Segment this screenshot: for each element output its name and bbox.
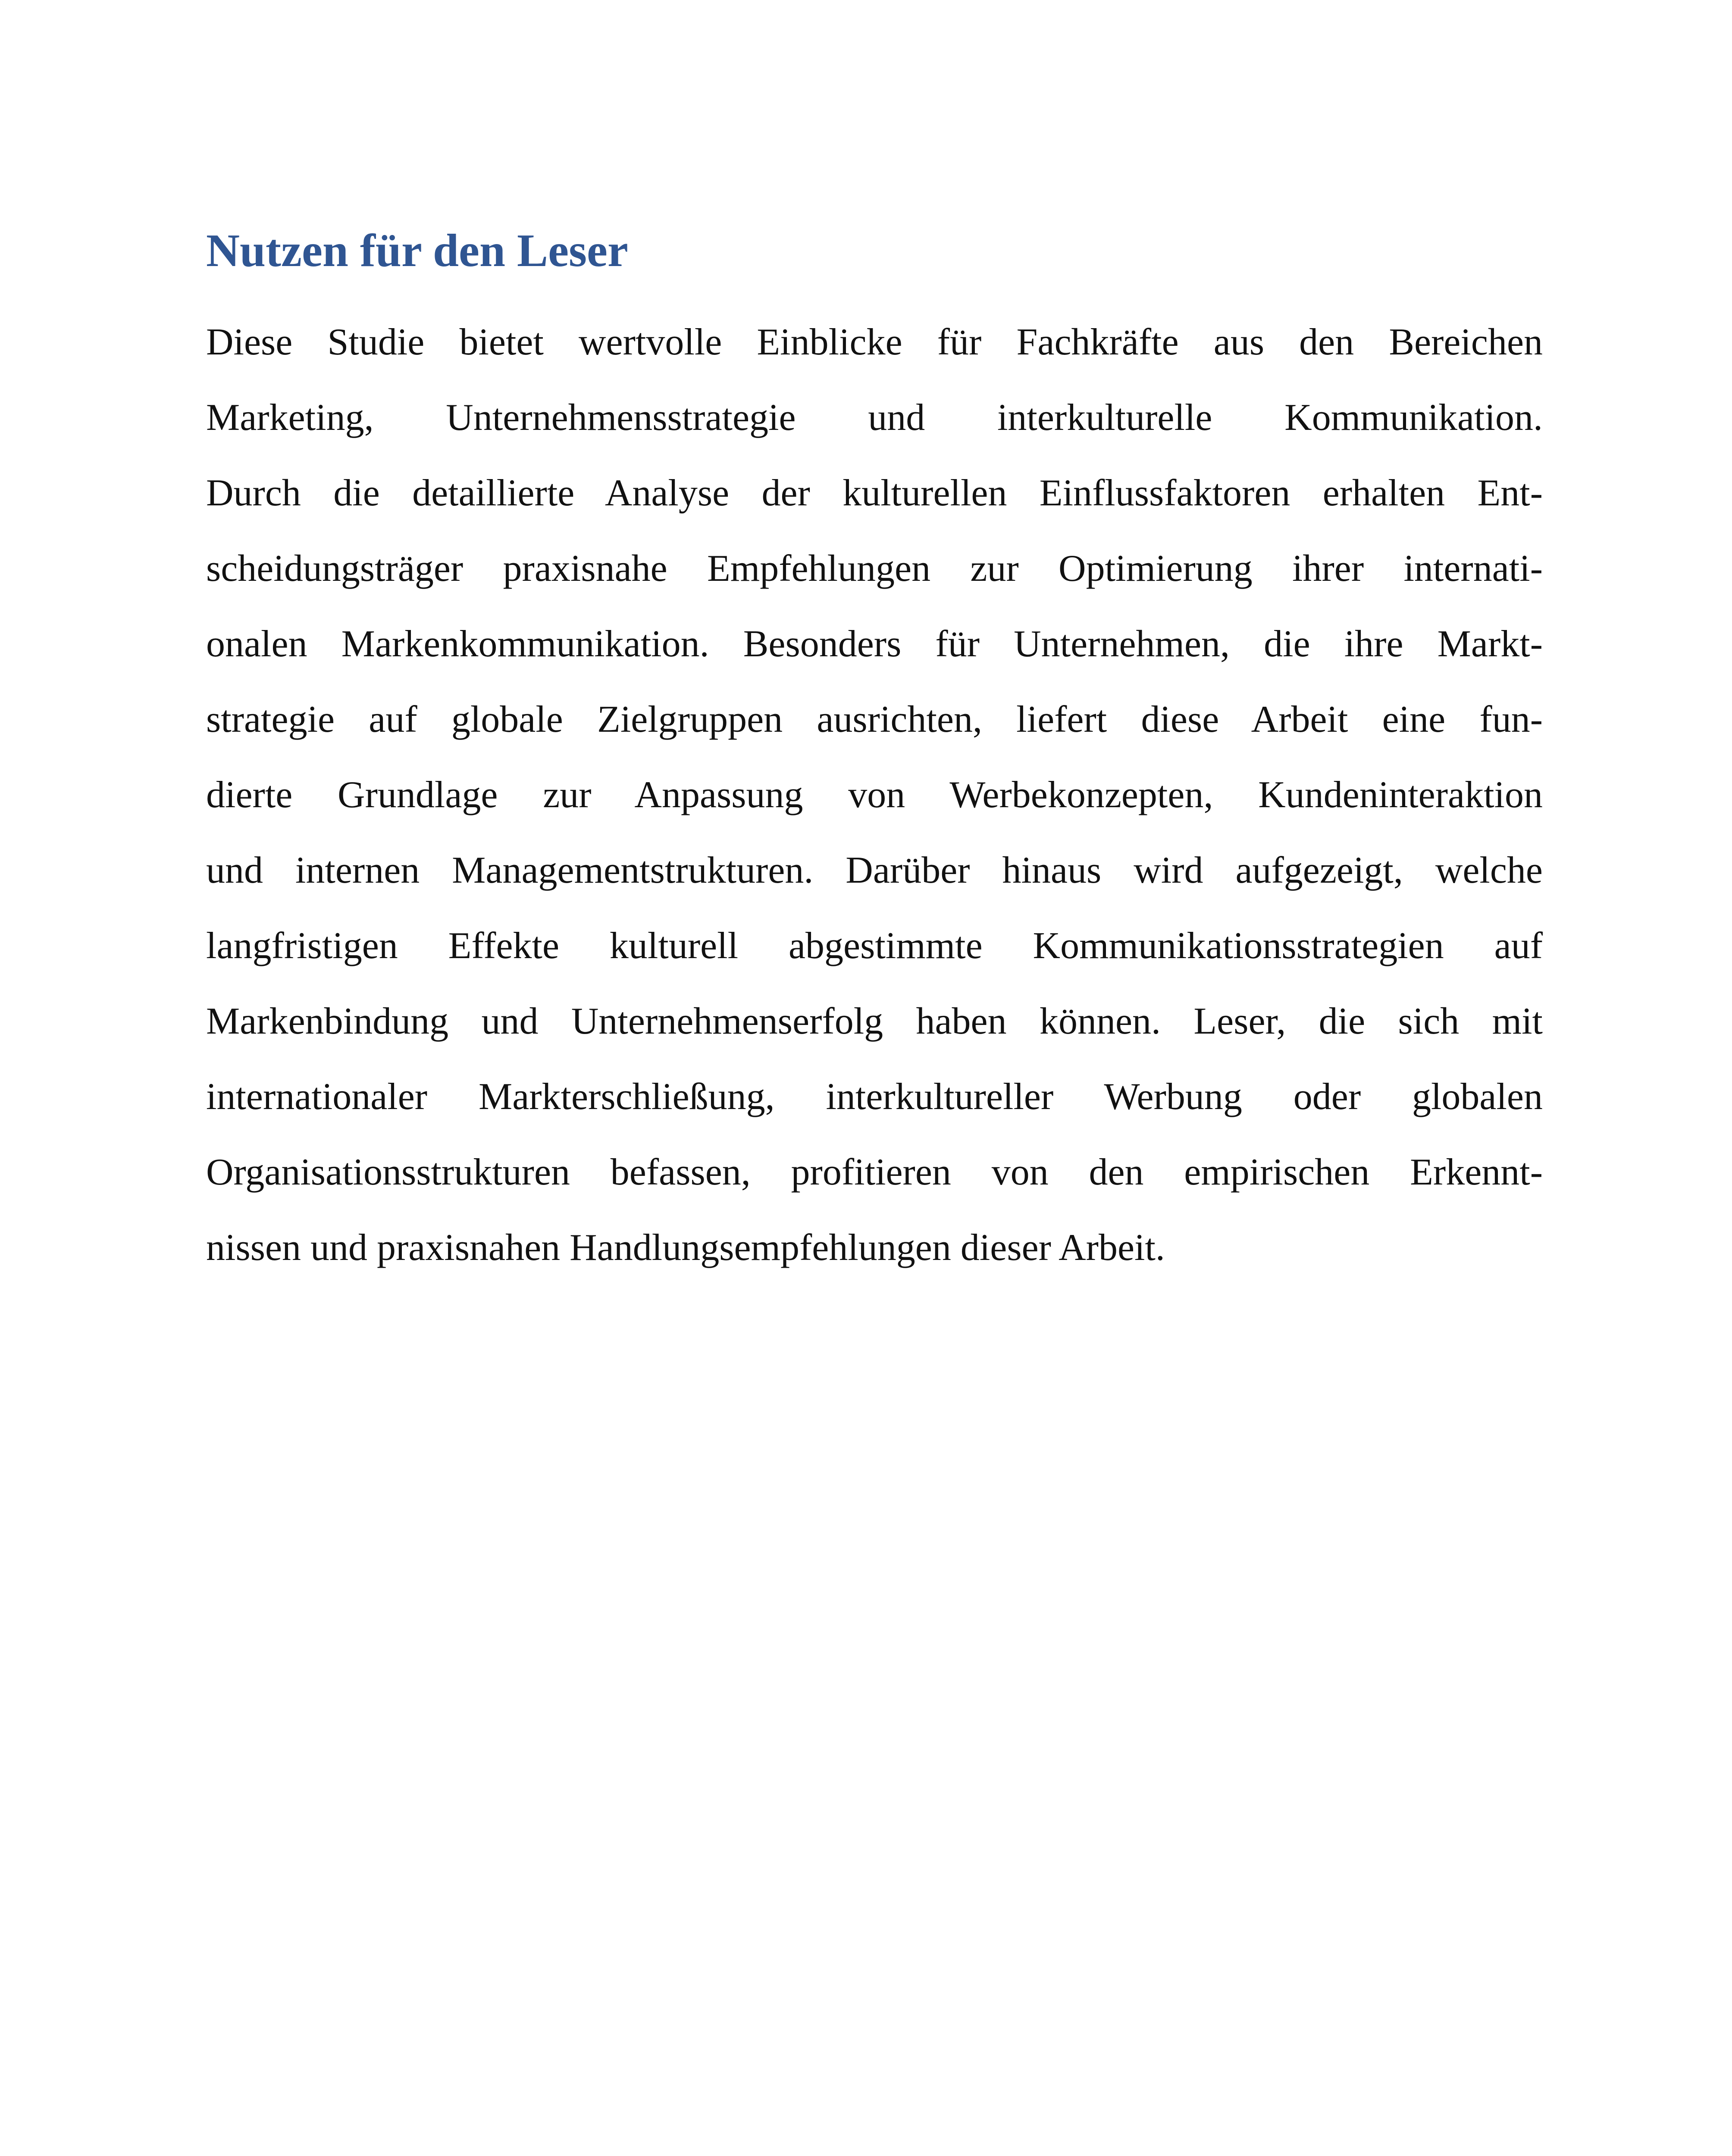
section-heading: Nutzen für den Leser bbox=[206, 225, 628, 276]
paragraph-line: Diese Studie bietet wertvolle Einblicke für Fachkräfte aus den Bereichen bbox=[206, 321, 1543, 364]
paragraph-line: Marketing, Unternehmensstrategie und interkulturelle Kommunikation. bbox=[206, 397, 1543, 439]
paragraph-line: langfristigen Effekte kulturell abgestimmte Kommunikationsstrategien auf bbox=[206, 925, 1543, 967]
paragraph-line: und internen Managementstrukturen. Darüber hinaus wird aufgezeigt, welche bbox=[206, 849, 1543, 892]
paragraph-line: strategie auf globale Zielgruppen ausrichten, liefert diese Arbeit eine fun- bbox=[206, 699, 1543, 741]
paragraph-line: Organisationsstrukturen befassen, profitieren von den empirischen Erkennt- bbox=[206, 1151, 1543, 1194]
paragraph-line: scheidungsträger praxisnahe Empfehlungen zur Optimierung ihrer internati- bbox=[206, 548, 1543, 590]
paragraph-line: internationaler Markterschließung, interkultureller Werbung oder globalen bbox=[206, 1076, 1543, 1118]
section-content bbox=[206, 224, 1543, 1285]
body-paragraph bbox=[206, 304, 1543, 1285]
paragraph-line: Durch die detaillierte Analyse der kulturellen Einflussfaktoren erhalten Ent- bbox=[206, 472, 1543, 514]
paragraph-line: dierte Grundlage zur Anpassung von Werbekonzepten, Kundeninteraktion bbox=[206, 774, 1543, 816]
paragraph-line: onalen Markenkommunikation. Besonders für Unternehmen, die ihre Markt- bbox=[206, 623, 1543, 665]
paragraph-line: Markenbindung und Unternehmenserfolg haben können. Leser, die sich mit bbox=[206, 1000, 1543, 1043]
paragraph-line: nissen und praxisnahen Handlungsempfehlungen dieser Arbeit. bbox=[206, 1227, 1165, 1269]
